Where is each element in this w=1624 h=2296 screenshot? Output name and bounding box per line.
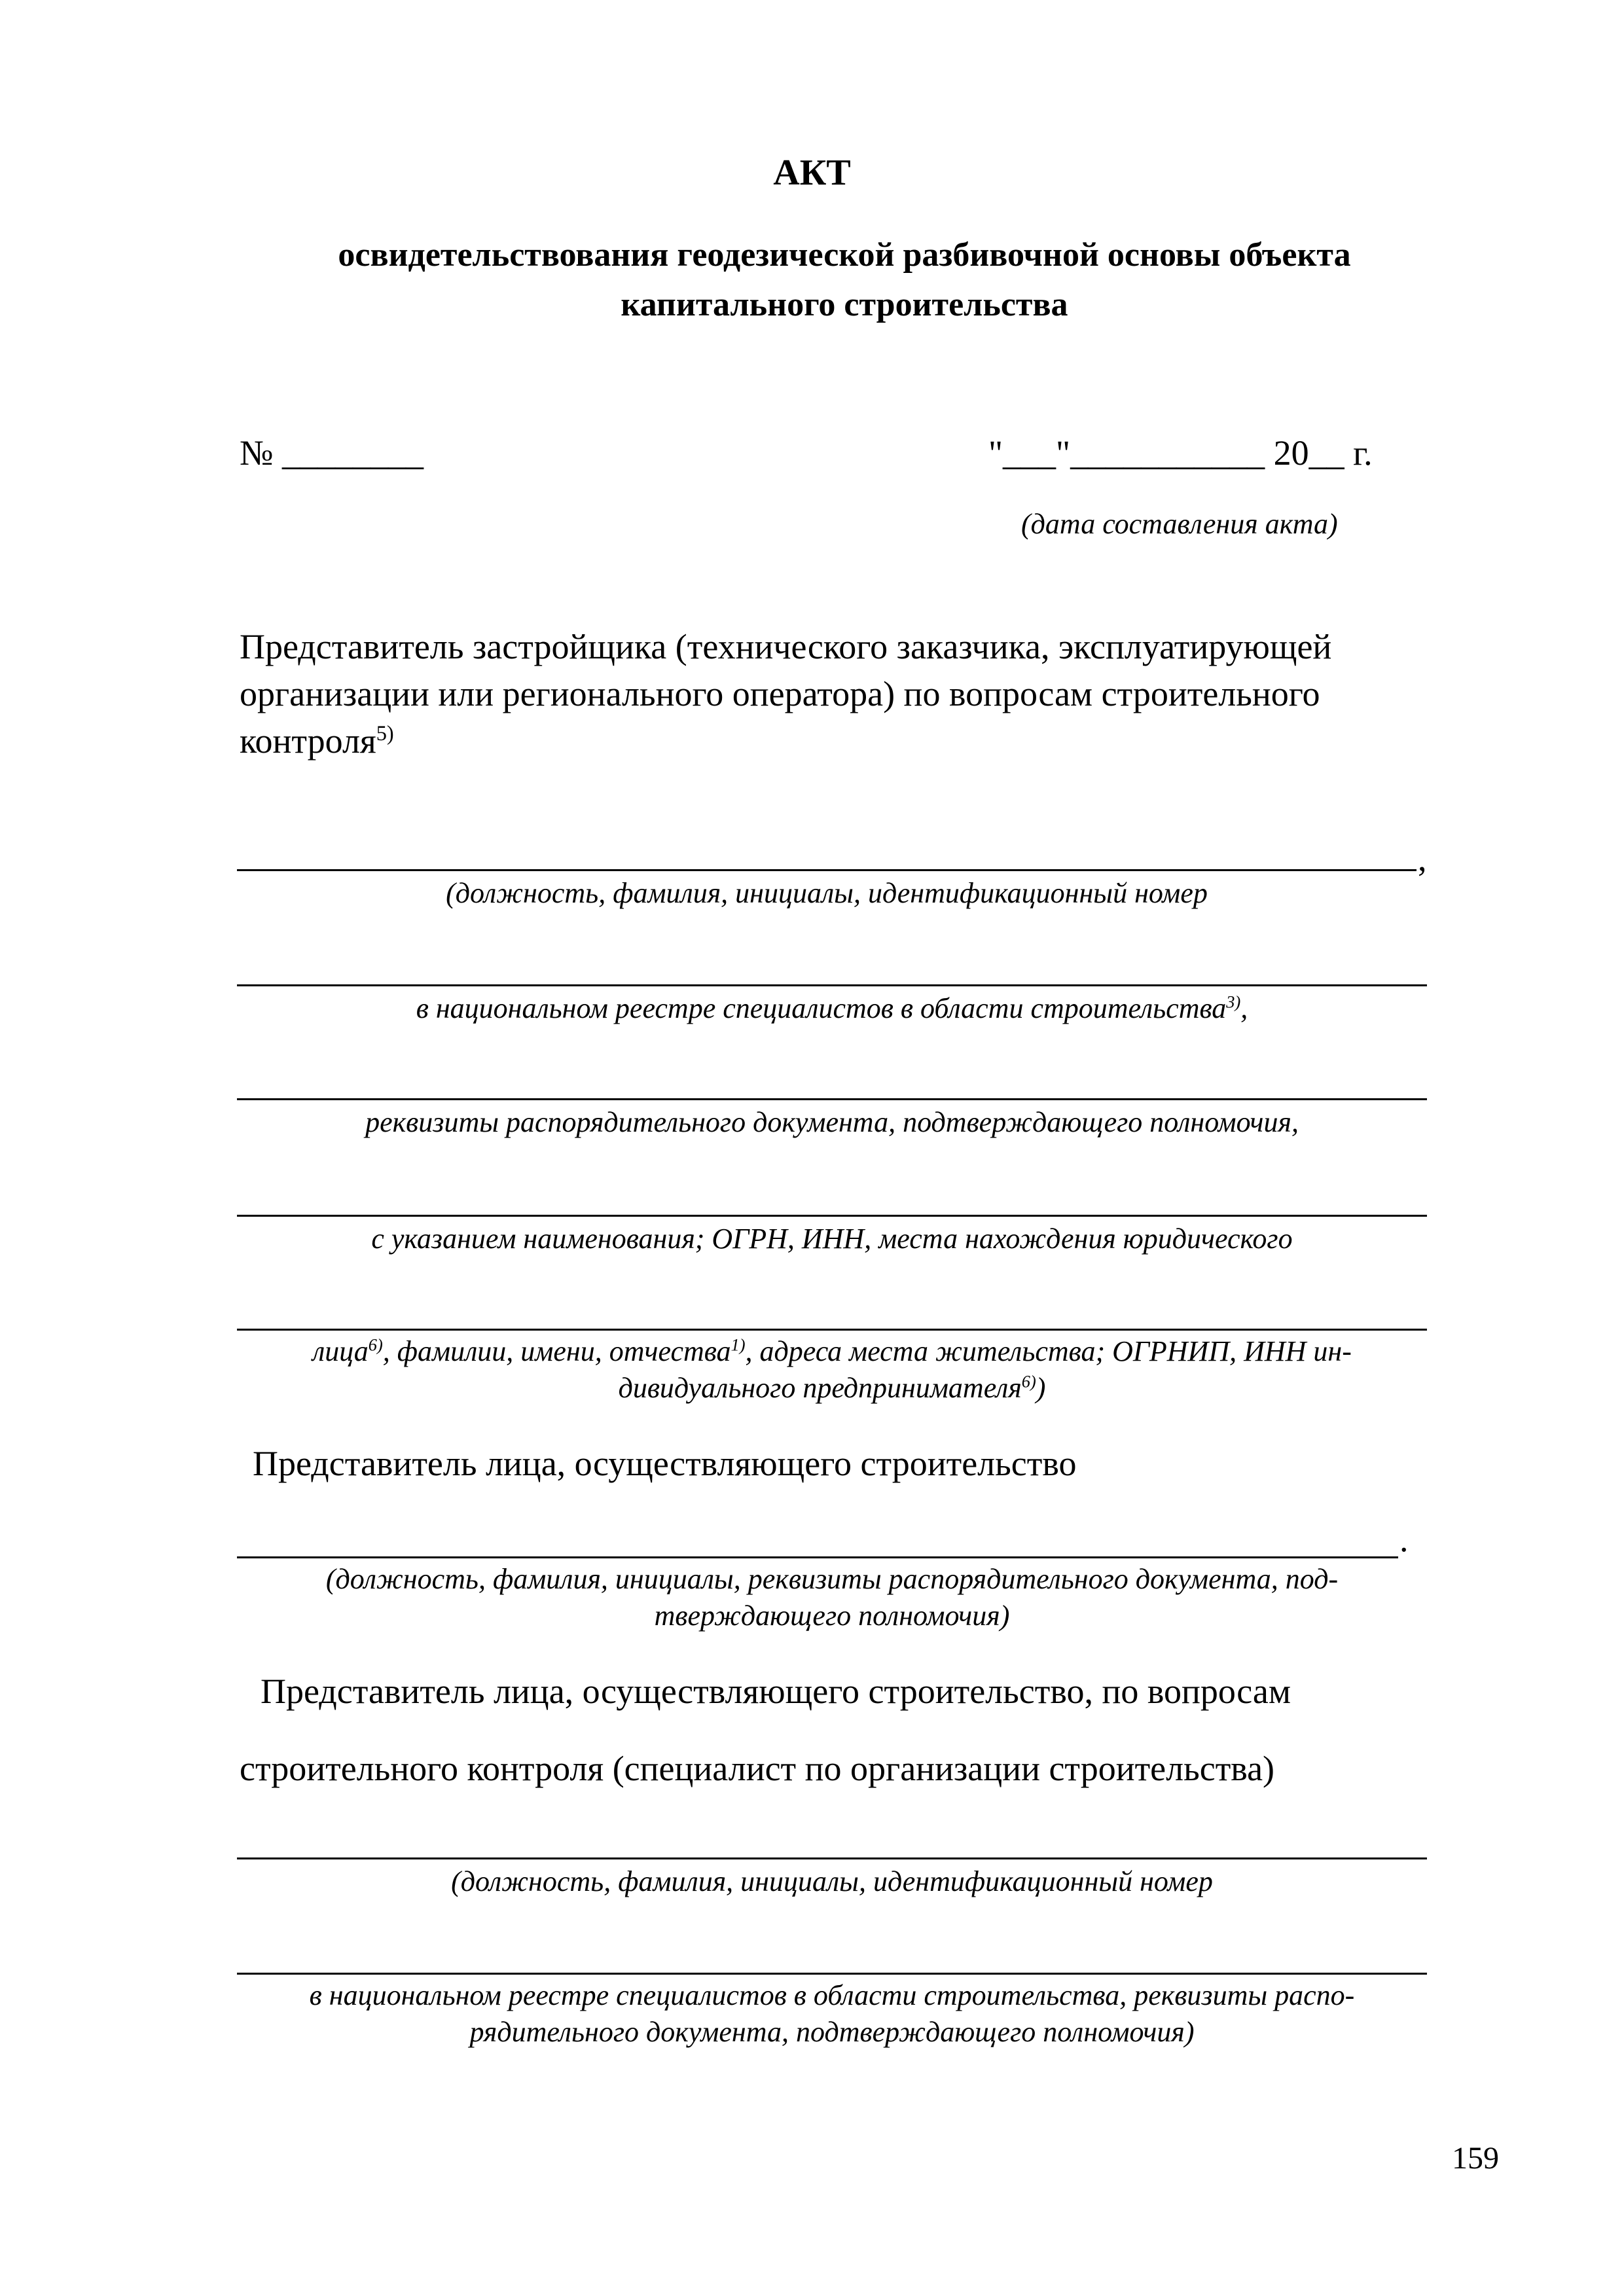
act-date-field: "___"___________ 20__ г.	[988, 433, 1373, 473]
customer-rep-caption-2-end: ,	[1240, 992, 1248, 1024]
builder-control-rep-line2: строительного контроля (специалист по организации строительства)	[240, 1749, 1275, 1788]
builder-control-fill-line-1	[237, 1857, 1427, 1859]
customer-rep-fill-line-2	[237, 984, 1427, 986]
builder-rep-caption-1: (должность, фамилия, инициалы, реквизиты распорядительного документа, под-	[325, 1563, 1339, 1595]
customer-rep-fill-line-1	[237, 869, 1416, 871]
act-title: АКТ	[773, 152, 851, 193]
footnote-ref-5: 5)	[376, 722, 394, 745]
customer-rep-caption-5c: , адреса места жительства; ОГРНИП, ИНН ин-	[745, 1335, 1352, 1367]
customer-rep-fill-line-3	[237, 1098, 1427, 1100]
builder-control-caption-3: рядительного документа, подтверждающего полномочия)	[469, 2016, 1195, 2048]
footnote-ref-3: 3)	[1226, 992, 1241, 1012]
customer-rep-comma: ,	[1418, 839, 1427, 878]
page-number: 159	[1452, 2141, 1499, 2176]
act-subtitle-line1: освидетельствования геодезической разбивочной основы объекта	[338, 236, 1351, 274]
customer-rep-line3-text: контроля	[240, 721, 376, 761]
date-caption: (дата составления акта)	[1021, 508, 1338, 540]
builder-rep-period: .	[1399, 1520, 1409, 1559]
customer-rep-caption-2-text: в национальном реестре специалистов в области строительства	[416, 992, 1227, 1024]
act-number-field: № ________	[240, 433, 424, 473]
customer-rep-caption-5b: , фамилии, имени, отчества	[382, 1335, 731, 1367]
customer-rep-caption-5a: лица	[312, 1335, 369, 1367]
customer-rep-caption-6b: )	[1036, 1372, 1046, 1404]
customer-rep-line1: Представитель застройщика (технического заказчика, эксплуатирующей	[240, 627, 1332, 666]
footnote-ref-6b: 6)	[1021, 1371, 1036, 1391]
footnote-ref-6: 6)	[368, 1335, 383, 1355]
customer-rep-fill-line-4	[237, 1215, 1427, 1217]
act-subtitle-line2: капитального строительства	[621, 286, 1068, 323]
builder-control-caption-2: в национальном реестре специалистов в области строительства, реквизиты распо-	[309, 1979, 1355, 2011]
customer-rep-caption-4: с указанием наименования; ОГРН, ИНН, места нахождения юридического	[371, 1223, 1293, 1255]
customer-rep-caption-6	[237, 1369, 1427, 1407]
customer-rep-caption-5	[237, 1333, 1427, 1371]
builder-rep-caption-2: тверждающего полномочия)	[654, 1600, 1010, 1632]
builder-control-rep-line1: Представитель лица, осуществляющего строительство, по вопросам	[261, 1672, 1291, 1711]
builder-control-caption-1: (должность, фамилия, инициалы, идентификационный номер	[451, 1865, 1213, 1897]
footnote-ref-1: 1)	[731, 1335, 746, 1355]
customer-rep-fill-line-5	[237, 1329, 1427, 1331]
customer-rep-caption-6a: дивидуального предпринимателя	[618, 1372, 1022, 1404]
customer-rep-caption-2	[237, 990, 1427, 1028]
builder-rep-fill-line	[237, 1556, 1398, 1558]
customer-rep-line2: организации или регионального оператора) по вопросам строительного	[240, 674, 1320, 713]
customer-rep-caption-1: (должность, фамилия, инициалы, идентификационный номер	[446, 877, 1208, 909]
builder-rep-heading: Представитель лица, осуществляющего строительство	[253, 1444, 1077, 1483]
customer-rep-caption-3: реквизиты распорядительного документа, подтверждающего полномочия,	[365, 1106, 1299, 1138]
customer-rep-line3	[240, 716, 394, 766]
builder-control-fill-line-2	[237, 1973, 1427, 1975]
